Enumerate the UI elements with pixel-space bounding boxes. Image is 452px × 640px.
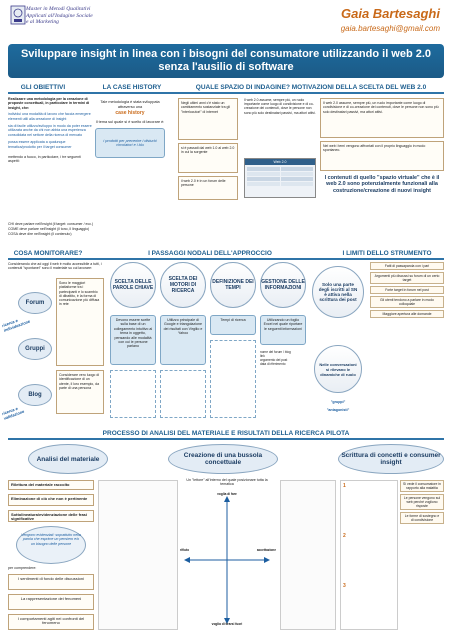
heading-spazio: QUALE SPAZIO DI INDAGINE? MOTIVAZIONI DELLA SCELTA DEL WEB 2.0: [195, 84, 427, 91]
limiti-item: Gli utenti tendono a parlare in modo colloquiale: [370, 296, 444, 308]
obiettivi-point-1: individui una modalità di lavoro che faccia emergere elementi utili alla creazione di insight: [8, 112, 91, 121]
insight-num-3: 3: [343, 583, 346, 589]
step-note-2: Utilizzo principale di Google e triangolazione dei risultati con Virgilio e Yahoo: [160, 315, 206, 365]
analysis-footer: per comprendere:: [8, 566, 37, 570]
step-informazioni: GESTIONE DELLE INFORMAZIONI: [260, 262, 306, 308]
insight-text: [340, 480, 398, 630]
source-gruppi: Gruppi: [18, 338, 52, 360]
heading-passaggi: I PASSAGGI NODALI DELL'APPROCCIO: [148, 250, 272, 257]
obiettivi-point-3: possa essere applicata a qualunque tematica/prodotto per il target consumer: [8, 140, 72, 149]
stage-bussola: Creazione di una bussola concettuale: [168, 444, 278, 474]
step-note-1: Devono essere scelte sulla base di un collegamento intuitivo al tema in oggetto, pensando alle modalità con cui le persone parlano: [110, 315, 156, 365]
web-table-cell: [247, 172, 280, 176]
stage-analisi: Analisi del materiale: [28, 444, 108, 474]
info-item: data di riferimento: [260, 362, 286, 366]
author-name: Gaia Bartesaghi: [341, 6, 440, 21]
cosa-intro: Considerando che ad oggi il web è molto accessibile a tutti, i contenuti "spontanei" sono il materiale su cui lavorare:: [8, 262, 102, 271]
outcome-3: I comportamenti agiti nei confronti del fenomeno: [8, 614, 94, 630]
insight-column: [280, 480, 336, 630]
groups-labels: [318, 400, 358, 413]
right-note: Si vede il consumatore in rapporto alla malattia: [400, 480, 444, 492]
step-note-3: Tempi di ricerca: [210, 315, 256, 335]
spazio-footer: I contenuti di quello "spazio virtuale" che è il web 2.0 sono potenzialmente funzionali alla costruzione/creazione di nuovi insight: [324, 175, 440, 194]
forum-desc: Sono le maggiori piattaforme tra i partecipanti e lo scambio di dibattito, è la forma di comunicazione più diffusa in rete: [56, 278, 104, 366]
step-parole-chiave: SCELTA DELLE PAROLE CHIAVE: [110, 262, 156, 308]
analysis-highlight: Vengono evidenziati: soprattutto nella parola che esprime un pensiero e/o un bisogno delle persone: [16, 526, 86, 564]
web-table-cell: [247, 177, 280, 181]
heading-processo: PROCESSO DI ANALISI DEL MATERIALE E RISULTATI DELLA RICERCA PILOTA: [102, 430, 350, 437]
web-table-cell: [247, 167, 280, 171]
limiti-note: Nelle conversazioni si rilevano le dinamiche di ruolo: [314, 345, 362, 393]
spazio-box-1: Negli ultimi anni c'è stato un cambiamento sostanziale tra gli "interlocutori" di internet: [178, 98, 238, 140]
title-banner: [8, 44, 444, 78]
right-notes: [400, 480, 444, 526]
author-email[interactable]: gaia.bartesaghi@gmail.com: [340, 24, 440, 33]
right-note: Le persone vengono sul web perché vogliono risposte: [400, 494, 444, 510]
info-item: link: [260, 354, 265, 358]
web-table-cell: [247, 182, 280, 186]
row2-rule: [8, 258, 444, 260]
web-table-cell: [281, 177, 314, 181]
spazio-box-2: si è passati dal web 1.0 al web 2.0 in cui la sorgente: [178, 143, 238, 173]
compass-label-left: rifiuto: [180, 548, 190, 552]
legend: [8, 222, 168, 237]
step-detail-2: [160, 370, 206, 418]
blog-desc: Considerare vero luogo di identificazione di un utente, il loro esempio, da parte di una persona: [56, 370, 104, 414]
limiti-main: Solo una parte degli iscritti al SN è attiva nella scrittura dei post: [312, 266, 364, 318]
spazio-box-3: il web 2.0 è in un forum delle persone: [178, 176, 238, 200]
step-detail-3: [210, 340, 256, 418]
spazio-right-box-2: Nel web i temi vengono affrontati con il proprio linguaggio in modo spontaneo.: [320, 141, 444, 171]
web-table-title: Web 2.0: [245, 159, 315, 165]
heading-obiettivi: GLI OBIETTIVI: [20, 84, 66, 91]
side-label-1: ricerca e individuazione: [1, 317, 31, 333]
legend-chi: CHI deve parlare nell'insight (il target: consumer / ecc.): [8, 222, 94, 226]
compass-label-bottom: voglia di tirarsi fuori: [211, 622, 243, 626]
side-label-3: ricerca e validazione: [1, 405, 25, 421]
source-blog: Blog: [18, 384, 52, 406]
web-table-cell: [281, 182, 314, 186]
analysis-step-1: Rilettura del materiale raccolto: [8, 480, 94, 490]
obiettivi-panel: [8, 97, 92, 222]
group-label-1: "gruppi": [330, 400, 346, 404]
outcome-2: La rappresentazione dei fenomeni: [8, 594, 94, 610]
info-list: [260, 350, 306, 366]
source-forum: Forum: [18, 292, 52, 314]
obiettivi-intro: Realizzare una metodologia per la creazione di proposte concettuali, in particolare in termini di insight, che:: [8, 97, 90, 110]
header-line-1: Master in Metodi Qualitativi: [26, 6, 91, 12]
web-table: [244, 158, 316, 198]
analysis-text-column: [98, 480, 178, 630]
limiti-item: Maggiore apertura alle domande: [370, 310, 444, 318]
title-line-1: Sviluppare insight in linea con i bisogni del consumatore utilizzando il web 2.0: [20, 48, 432, 60]
right-note: Le forme di sostegno e di condivisione: [400, 512, 444, 524]
step-detail-1: [110, 370, 156, 418]
spazio-mid-text: Il web 2.0 assume, sempre più, un ruolo importante come luogo di condivisione e di co-creazione dei contenuti, dove le persone non sono più solo destinatari passivi, ma attori attivi.: [244, 98, 316, 115]
master-logo: [10, 5, 26, 25]
step-tempi: DEFINIZIONE DEI TEMPI: [210, 262, 256, 308]
heading-limiti: I LIMITI DELLO STRUMENTO: [342, 250, 432, 257]
legend-cosa: COSA deve dire nell'insight (il contenuto): [8, 232, 72, 236]
compass: [180, 490, 274, 630]
row3-rule: [8, 438, 444, 440]
step-note-4: Utilizzando un foglio Excel nel quale riportare le seguenti informazioni: [260, 315, 306, 345]
case-highlight: case history: [115, 110, 145, 117]
limiti-item: Argomenti più discussi su forum di un certo target: [370, 272, 444, 284]
analysis-step-2: Eliminazione di ciò che non è pertinente: [8, 494, 94, 506]
case-theme: i prodotti per prevenire i disturbi circolatori e i blu: [95, 128, 165, 158]
compass-caption: Un "lettore" all'interno del quale posizionare tutta la tematica: [186, 478, 268, 487]
insight-num-1: 1: [343, 483, 346, 489]
case-panel: [95, 100, 165, 158]
insight-num-2: 2: [343, 533, 346, 539]
row1-rule: [8, 92, 444, 94]
stage-scrittura: Scrittura di concetti e consumer insight: [338, 444, 444, 474]
step-motori: SCELTA DEI MOTORI DI RICERCA: [160, 262, 206, 308]
heading-case: LA CASE HISTORY: [102, 84, 162, 91]
header-line-2: Applicati all'Indagine Sociale: [26, 12, 93, 19]
obiettivi-point-2: sia di facile utilizzo/sviluppo in modo da poter essere utilizzata anche da chi non abbia una esperienza consolidata nel settore della ricerca di mercato: [8, 124, 92, 137]
case-text: Tale metodologia è stata sviluppata attraverso una: [100, 100, 160, 109]
outcome-1: I sentimenti di fondo delle discussioni: [8, 574, 94, 590]
limiti-list: [370, 262, 444, 320]
info-item: nome del forum / blog: [260, 350, 291, 354]
heading-cosa: COSA MONITORARE?: [13, 250, 83, 257]
info-item: argomento del post: [260, 358, 288, 362]
limiti-item: Fatti di passaparola con i pari: [370, 262, 444, 270]
obiettivi-footer: mettendo a fuoco, in particolare, i tre seguenti aspetti:: [8, 155, 81, 164]
analysis-step-3: Sottolineatura/evidenziazione delle frasi significative: [8, 510, 94, 522]
compass-label-right: accettazione: [256, 548, 276, 552]
case-text-2: Il tema sul quale si è scelto di lavorare è:: [95, 119, 165, 124]
title-line-2: senza l'ausilio di software: [158, 61, 294, 73]
limiti-item: Forte target in forum nel post: [370, 286, 444, 294]
group-label-2: "antagonisti": [326, 408, 350, 413]
header-line-3: e al Marketing: [26, 19, 59, 26]
legend-come: COME deve parlare nell'insight (il tono, il linguaggio): [8, 227, 90, 231]
master-title: [26, 6, 196, 26]
compass-label-top: voglia di fare: [217, 492, 237, 496]
web-table-cell: [281, 167, 314, 171]
spazio-right-box-1: Il web 2.0 assume, sempre più, un ruolo importante come luogo di condivisione e di co-creazione dei contenuti, dove le persone non sono più solo destinatari passivi, ma attori attivi.: [320, 98, 444, 138]
web-table-cell: [281, 172, 314, 176]
